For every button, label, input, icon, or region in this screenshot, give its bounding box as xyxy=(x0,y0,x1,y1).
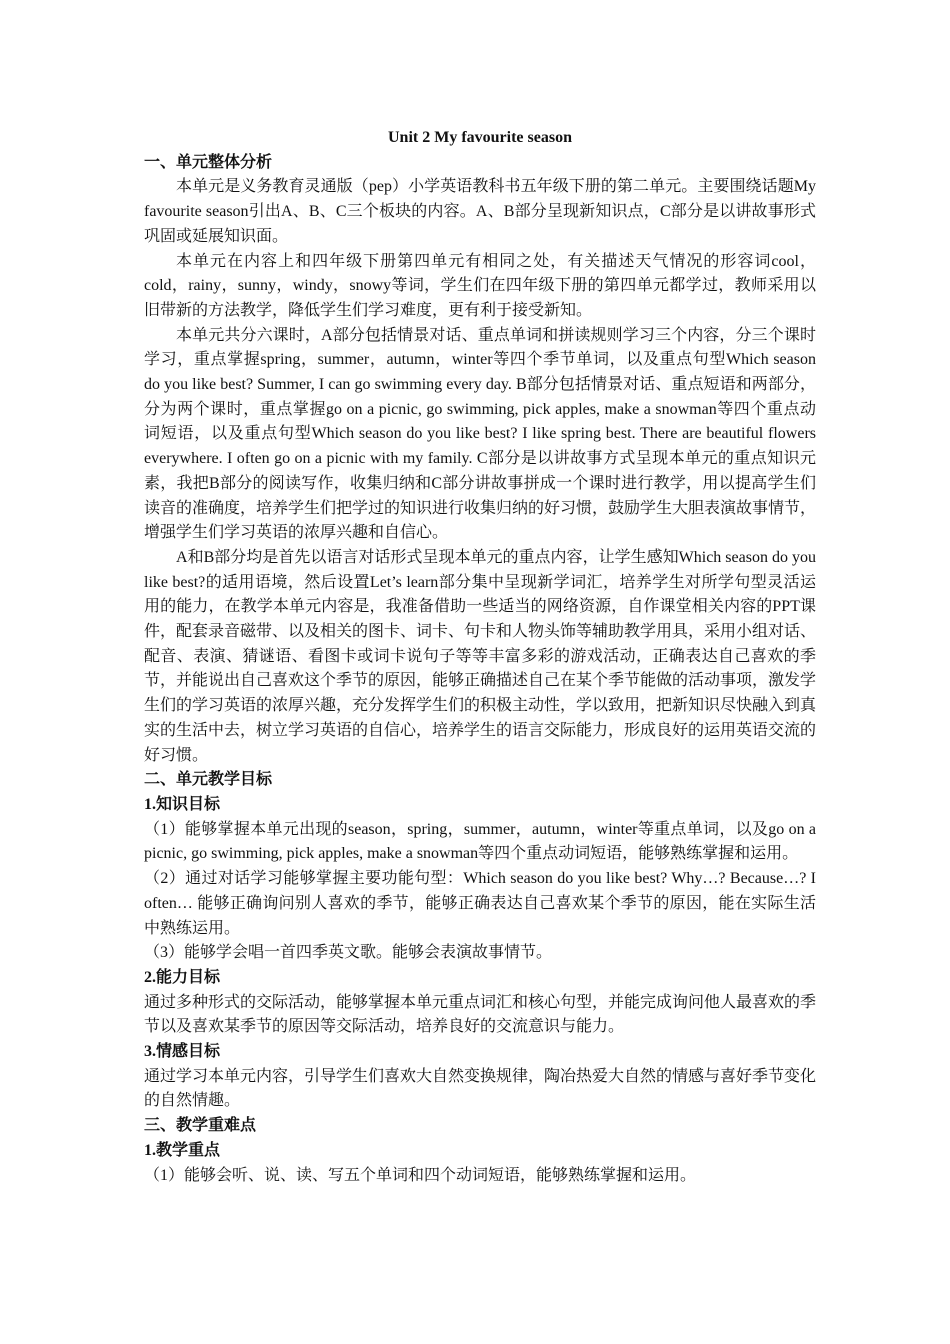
document-title: Unit 2 My favourite season xyxy=(388,129,572,146)
subsection-heading: 1.教学重点 xyxy=(144,1141,221,1159)
paragraph: 本单元是义务教育灵通版（pep）小学英语教科书五年级下册的第二单元。主要围绕话题My favourite season引出A、B、C三个板块的内容。A、B部分呈现新知识点，C部分是以讲故事形式巩固或延展知识面。 xyxy=(144,178,816,245)
paragraph: （1）能够掌握本单元出现的season，spring，summer，autumn，winter等重点单词，以及go on a picnic, go swimming, pick apples, make a snowman等四个重点动词短语，能够熟练掌握和运用。 xyxy=(144,820,816,863)
paragraph: 通过学习本单元内容，引导学生们喜欢大自然变换规律，陶冶热爱大自然的情感与喜好季节变化的自然情趣。 xyxy=(144,1067,817,1110)
paragraph: （2）通过对话学习能够掌握主要功能句型：Which season do you like best? Why…? Because…? I often… 能够正确询问别人喜欢的季节，能够正确表达自己喜欢某个季节的原因，能在实际生活中熟练运用。 xyxy=(144,870,816,937)
section-heading-2: 二、单元教学目标 xyxy=(144,771,273,789)
paragraph: 通过多种形式的交际活动，能够掌握本单元重点词汇和核心句型，并能完成询问他人最喜欢的季节以及喜欢某季节的原因等交际活动，培养良好的交流意识与能力。 xyxy=(144,993,817,1036)
section-heading-1: 一、单元整体分析 xyxy=(144,153,273,171)
paragraph: 本单元在内容上和四年级下册第四单元有相同之处，有关描述天气情况的形容词cool，cold，rainy，sunny，windy，snowy等词，学生们在四年级下册的第四单元都学过，教师采用以旧带新的方法教学，降低学生们学习难度，更有利于接受新知。 xyxy=(144,252,816,319)
paragraph: A和B部分均是首先以语言对话形式呈现本单元的重点内容，让学生感知Which season do you like best?的适用语境，然后设置Let’s learn部分集中呈现新学词汇，培养学生对所学句型灵活运用的能力，在教学本单元内容是，我准备借助一些适当的网络资源，自作课堂相关内容的PPT课件，配套录音磁带、以及相关的图卡、词卡、句卡和人物头饰等辅助教学用具，采用小组对话、配音、表演、猜谜语、看图卡或词卡说句子等等丰富多彩的游戏活动，正确表达自己喜欢的季节，并能说出自己喜欢这个季节的原因，能够正确描述自己在某个季节能做的活动事项，激发学生们的学习英语的浓厚兴趣，充分发挥学生们的积极主动性，学以致用，把新知识尽快融入到真实的生活中去，树立学习英语的自信心，培养学生的语言交际能力，形成良好的运用英语交流的好习惯。 xyxy=(144,548,817,764)
paragraph: （1）能够会听、说、读、写五个单词和四个动词短语，能够熟练掌握和运用。 xyxy=(144,1166,697,1184)
paragraph: （3）能够学会唱一首四季英文歌。能够会表演故事情节。 xyxy=(144,944,553,962)
subsection-heading: 1.知识目标 xyxy=(144,795,221,813)
subsection-heading: 2.能力目标 xyxy=(144,968,221,986)
section-heading-3: 三、教学重难点 xyxy=(144,1117,257,1135)
subsection-heading: 3.情感目标 xyxy=(144,1043,221,1061)
paragraph: 本单元共分六课时，A部分包括情景对话、重点单词和拼读规则学习三个内容，分三个课时学习，重点掌握spring，summer，autumn，winter等四个季节单词，以及重点句型Which season do you like best? Summer, I can go swimming every day. B部分包括情景对话、重点短语和两部分，分为两个课时，重点掌握go on a picnic, go swimming, pick apples, make a snowman等四个重点动词短语，以及重点句型Which season do you like best? I like spring best. There are beautiful flowers everywhere. I often go on a picnic with my family. C部分是以讲故事方式呈现本单元的重点知识元素，我把B部分的阅读写作，收集归纳和C部分讲故事拼成一个课时进行教学，用以提高学生们读音的准确度，培养学生们把学过的知识进行收集归纳的好习惯，鼓励学生大胆表演故事情节，增强学生们学习英语的浓厚兴趣和自信心。 xyxy=(144,326,817,542)
